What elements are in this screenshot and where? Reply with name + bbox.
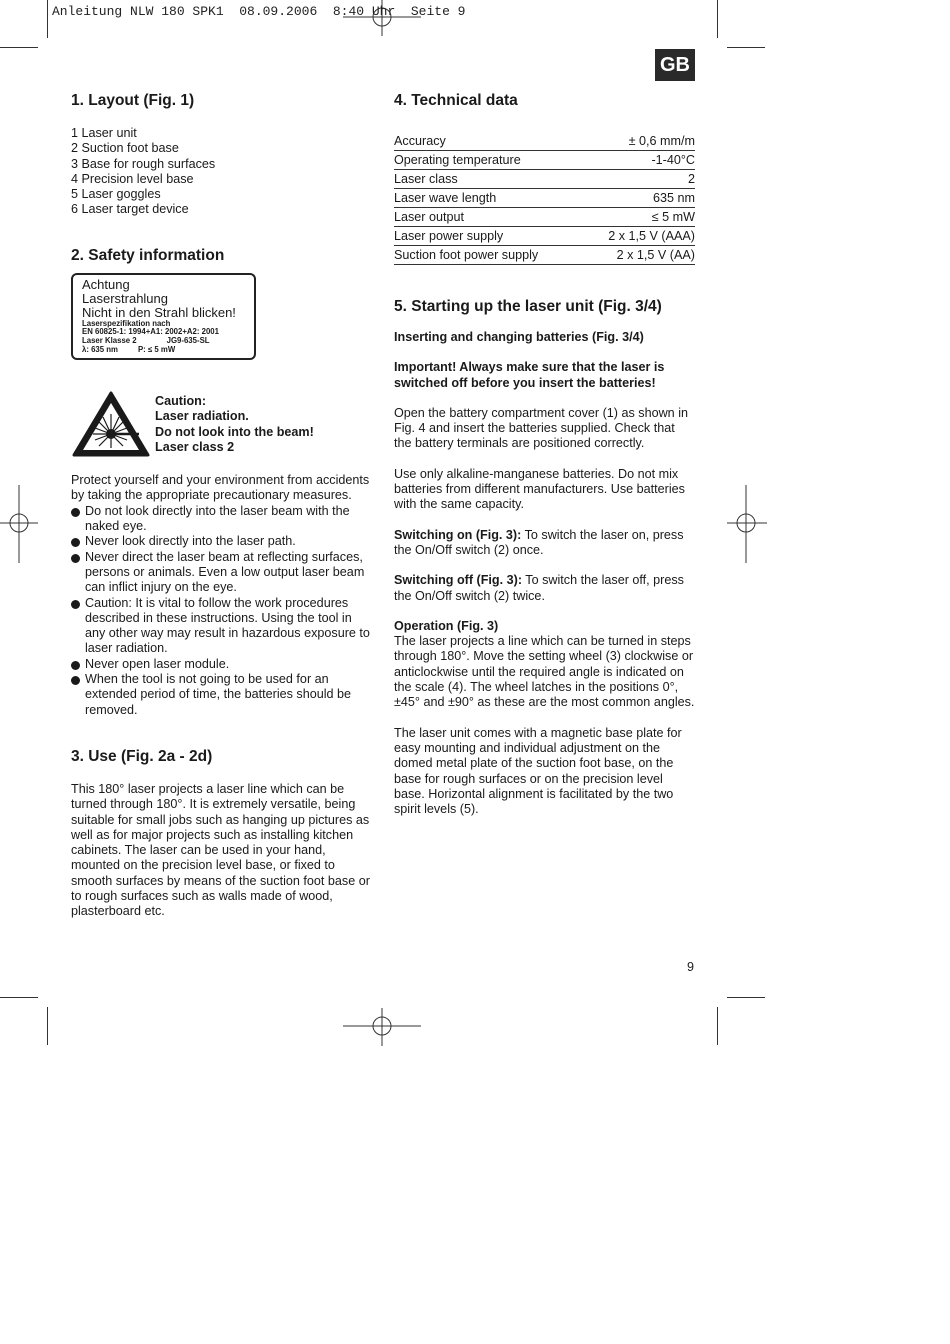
caution-line: Laser class 2: [155, 440, 235, 455]
tech-key: Operating temperature: [394, 151, 582, 170]
switch-on-label: Switching on (Fig. 3):: [394, 527, 522, 542]
table-row: [394, 151, 695, 170]
label-wavelength: λ: 635 nm: [82, 344, 118, 354]
table-row: [394, 189, 695, 208]
use-heading: 3. Use (Fig. 2a - 2d): [71, 747, 213, 765]
list-item: 1 Laser unit: [71, 126, 137, 140]
list-item: Do not look directly into the laser beam with the naked eye.: [71, 504, 371, 535]
list-item: Never look directly into the laser path.: [71, 534, 371, 549]
label-spec: EN 60825-1: 1994+A1: 2002+A2: 2001: [82, 327, 219, 337]
right-column: [394, 92, 695, 817]
print-header: Anleitung NLW 180 SPK1 08.09.2006 8:40 Uhr Seite 9: [52, 4, 466, 19]
caution-block: [71, 390, 371, 458]
layout-list: [71, 126, 371, 218]
caution-text: [155, 394, 314, 458]
crop-mark: [717, 0, 718, 38]
tech-key: Accuracy: [394, 132, 582, 151]
list-item: 5 Laser goggles: [71, 187, 161, 202]
important-note: Important! Always make sure that the laser is switched off before you insert the batteries!: [394, 360, 665, 390]
crop-mark: [47, 1007, 48, 1045]
operation-text: The laser projects a line which can be turned in steps through 180°. Move the setting wheel (3) clockwise or anticlockwise until the required angle is indicated on the scale (4). The wheel latches in the positions 0°, ±45° and ±90° as these are the most common angles.: [394, 634, 695, 710]
startup-heading: 5. Starting up the laser unit (Fig. 3/4): [394, 298, 662, 315]
table-row: [394, 227, 695, 246]
table-row: [394, 132, 695, 151]
caution-line: Caution:: [155, 394, 207, 409]
label-spec: [82, 346, 254, 355]
table-row: [394, 170, 695, 189]
safety-bullets: [71, 504, 371, 718]
crop-mark: [0, 997, 38, 998]
battery-text: Open the battery compartment cover (1) as shown in Fig. 4 and insert the batteries supplied. Check that the battery terminals are positioned correctly.: [394, 405, 688, 451]
language-badge: GB: [655, 49, 695, 81]
battery-type-text: Use only alkaline-manganese batteries. Do not mix batteries from different manufacturers. Use batteries with the same capacity.: [394, 466, 685, 512]
tech-key: Suction foot power supply: [394, 246, 582, 265]
base-plate-text: The laser unit comes with a magnetic base plate for easy mounting and individual adjustment on the domed metal plate of the suction foot base, on the base for rough surfaces or on the precision level base. Horizontal alignment is facilitated by the two spirit levels (5).: [394, 725, 682, 817]
label-spec: Laserspezifikation nach: [82, 318, 171, 328]
label-line: Achtung: [82, 276, 130, 292]
list-item: 3 Base for rough surfaces: [71, 156, 216, 171]
tech-key: Laser class: [394, 170, 582, 189]
tech-value: 635 nm: [582, 189, 695, 208]
switch-off-label: Switching off (Fig. 3):: [394, 573, 523, 588]
list-item: 2 Suction foot base: [71, 141, 179, 156]
tech-value: 2 x 1,5 V (AA): [582, 246, 695, 265]
tech-value: ≤ 5 mW: [582, 208, 695, 227]
label-line: Nicht in den Strahl blicken!: [82, 304, 236, 320]
registration-mark-right: [725, 485, 767, 563]
tech-key: Laser power supply: [394, 227, 582, 246]
tech-value: -1-40°C: [582, 151, 695, 170]
use-text: This 180° laser projects a laser line which can be turned through 180°. It is extremely versatile, being suitable for small jobs such as hanging up pictures as well as for major projects such as installing kitchen cabinets. The laser can be used in your hand, mounted on the precision level base, or fixed to smooth surfaces by means of the suction foot base or to rough surfaces such as walls made of wood, plasterboard etc.: [71, 781, 370, 919]
switch-off-desc: To switch the laser off, press the On/Off switch (2) twice.: [394, 573, 684, 603]
list-item: When the tool is not going to be used for an extended period of time, the batteries should be removed.: [71, 672, 371, 718]
list-item: Caution: It is vital to follow the work procedures described in these instructions. Using the tool in any other way may result in hazardous exposure to laser radiation.: [71, 596, 371, 657]
table-row: [394, 246, 695, 265]
tech-key: Laser wave length: [394, 189, 582, 208]
switch-on-text: [394, 528, 695, 559]
crop-mark: [727, 47, 765, 48]
label-model: JG9-635-SL: [166, 335, 210, 345]
tech-key: Laser output: [394, 208, 582, 227]
layout-heading: 1. Layout (Fig. 1): [71, 92, 195, 109]
table-row: [394, 208, 695, 227]
tech-data-table: [394, 132, 695, 265]
left-column: [71, 92, 371, 920]
caution-line: Do not look into the beam!: [155, 424, 314, 439]
label-power: P: ≤ 5 mW: [137, 344, 176, 354]
switch-on-desc: To switch the laser on, press the On/Off switch (2) once.: [394, 527, 684, 557]
label-class: Laser Klasse 2: [82, 335, 137, 345]
caution-line: Laser radiation.: [155, 409, 249, 424]
safety-heading: 2. Safety information: [71, 246, 225, 264]
page-number: 9: [687, 960, 695, 974]
switch-off-text: [394, 573, 695, 604]
tech-value: 2 x 1,5 V (AAA): [582, 227, 695, 246]
list-item: 6 Laser target device: [71, 202, 189, 217]
tech-value: 2: [582, 170, 695, 189]
operation-label: Operation (Fig. 3): [394, 618, 499, 633]
tech-value: ± 0,6 mm/m: [582, 132, 695, 151]
crop-mark: [47, 0, 48, 38]
crop-mark: [727, 997, 765, 998]
batteries-subheading: Inserting and changing batteries (Fig. 3/4): [394, 330, 644, 344]
registration-mark-left: [0, 485, 40, 563]
crop-mark: [0, 47, 38, 48]
list-item: 4 Precision level base: [71, 171, 194, 186]
safety-intro: Protect yourself and your environment from accidents by taking the appropriate precautionary measures.: [71, 473, 370, 503]
laser-warning-label: [71, 273, 256, 360]
registration-mark-bottom: [343, 1008, 423, 1046]
label-line: Laserstrahlung: [82, 290, 168, 306]
list-item: Never direct the laser beam at reflecting surfaces, persons or animals. Even a low output laser beam can inflict injury on the eye.: [71, 550, 371, 596]
laser-hazard-icon: [71, 390, 151, 458]
list-item: Never open laser module.: [71, 657, 371, 672]
crop-mark: [717, 1007, 718, 1045]
tech-heading: 4. Technical data: [394, 92, 518, 109]
